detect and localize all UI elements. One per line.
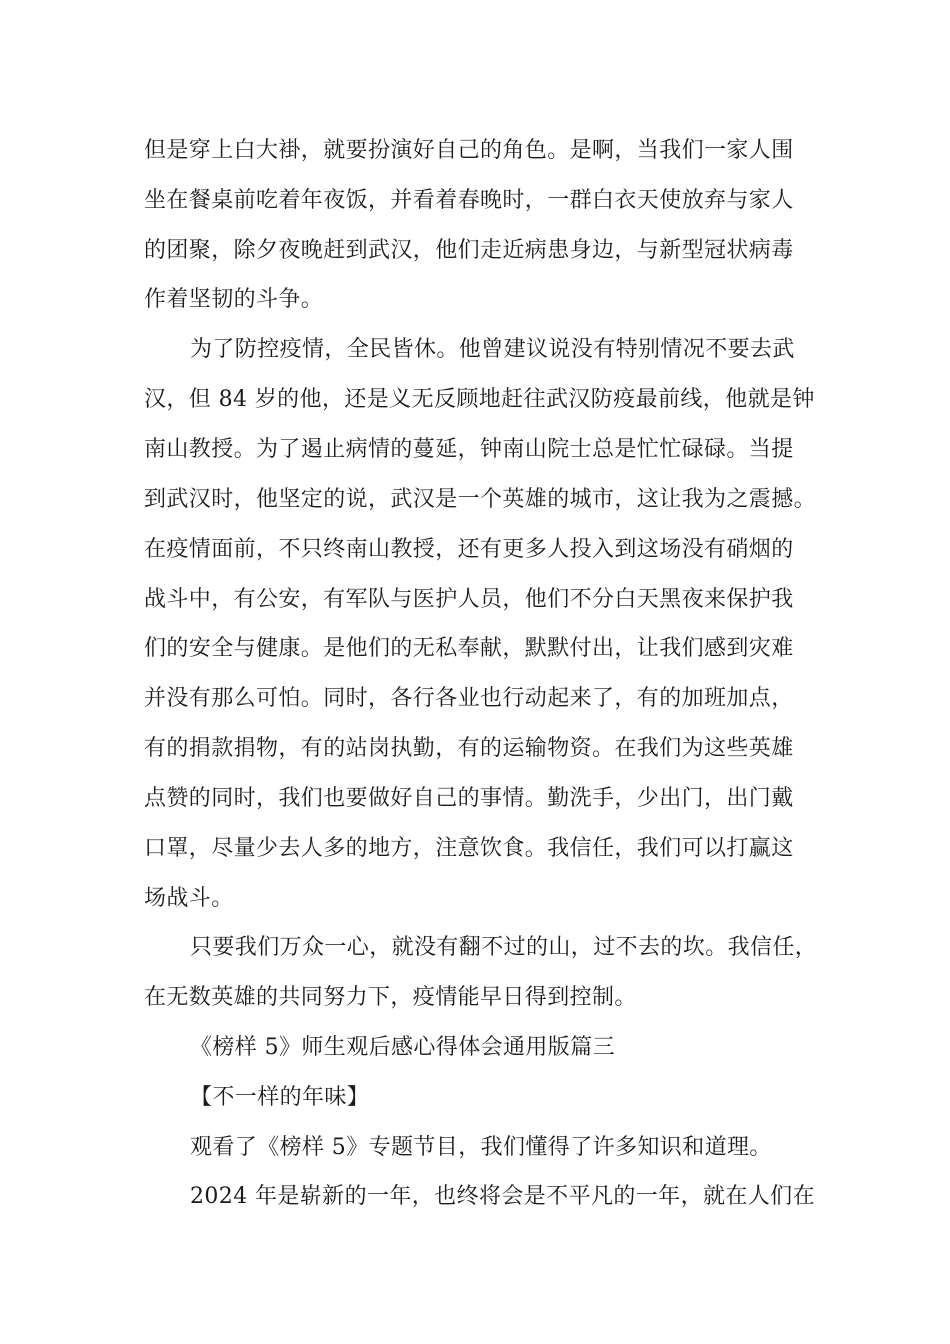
text-line: 口罩，尽量少去人多的地方，注意饮食。我信任，我们可以打赢这 xyxy=(144,836,794,861)
text-line: 但是穿上白大褂，就要扮演好自己的角色。是啊，当我们一家人围 xyxy=(144,138,794,163)
paragraph-first-line: 为了防控疫情，全民皆休。他曾建议说没有特别情况不要去武 xyxy=(190,337,795,362)
section-subtitle: 【不一样的年味】 xyxy=(190,1085,370,1110)
text-line: 在疫情面前，不只终南山教授，还有更多人投入到这场没有硝烟的 xyxy=(144,537,794,562)
text-line: 有的捐款捐物，有的站岗执勤，有的运输物资。在我们为这些英雄 xyxy=(144,736,794,761)
text-line: 南山教授。为了遏止病情的蔓延，钟南山院士总是忙忙碌碌。当提 xyxy=(144,437,794,462)
text-line: 作着坚韧的斗争。 xyxy=(144,287,324,312)
text-line: 在无数英雄的共同努力下，疫情能早日得到控制。 xyxy=(144,985,637,1010)
section-title: 《榜样 5》师生观后感心得体会通用版篇三 xyxy=(190,1035,615,1060)
paragraph-first-line: 观看了《榜样 5》专题节目，我们懂得了许多知识和道理。 xyxy=(190,1135,772,1160)
text-line: 的团聚，除夕夜晚赶到武汉，他们走近病患身边，与新型冠状病毒 xyxy=(144,238,794,263)
text-line: 点赞的同时，我们也要做好自己的事情。勤洗手，少出门，出门戴 xyxy=(144,786,794,811)
text-line: 场战斗。 xyxy=(144,886,234,911)
paragraph-first-line: 只要我们万众一心，就没有翻不过的山，过不去的坎。我信任， xyxy=(190,935,818,960)
text-line: 并没有那么可怕。同时，各行各业也行动起来了，有的加班加点， xyxy=(144,686,794,711)
text-line: 坐在餐桌前吃着年夜饭，并看着春晚时，一群白衣天使放弃与家人 xyxy=(144,188,794,213)
text-line: 到武汉时，他坚定的说，武汉是一个英雄的城市，这让我为之震撼。 xyxy=(144,487,817,512)
text-line: 汉，但 84 岁的他，还是义无反顾地赶往武汉防疫最前线，他就是钟 xyxy=(144,387,815,412)
paragraph-first-line: 2024 年是崭新的一年，也终将会是不平凡的一年，就在人们在 xyxy=(190,1184,815,1209)
text-line: 战斗中，有公安，有军队与医护人员，他们不分白天黑夜来保护我 xyxy=(144,587,794,612)
text-line: 们的安全与健康。是他们的无私奉献，默默付出，让我们感到灾难 xyxy=(144,636,794,661)
